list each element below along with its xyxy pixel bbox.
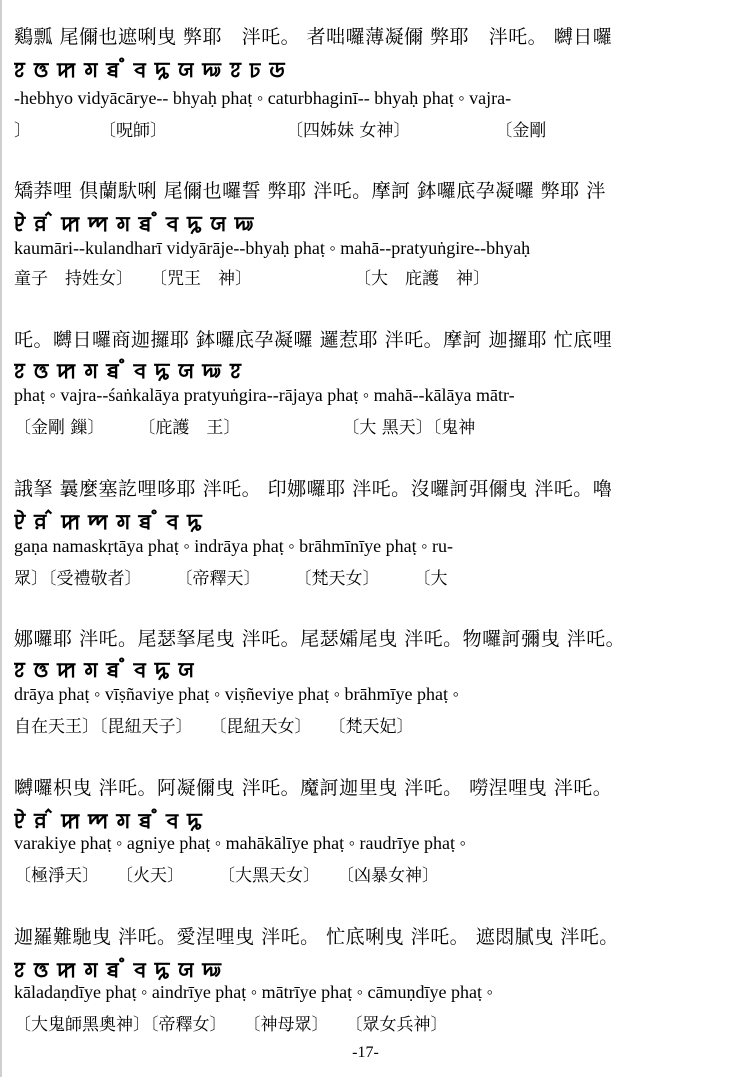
chinese-transliteration-line: 迦羅難馳曳 泮吒。愛涅哩曳 泮吒。 忙底唎曳 泮吒。 遮悶膩曳 泮吒。 — [14, 926, 619, 948]
siddham-script-line: ꠐ ꠃ ꠇ ꠉ ꠊ ꠋ ꠌ ꠍ ꠎ ꠏ — [14, 958, 223, 982]
siddham-script-line: ꠐ ꠃ ꠇ ꠉ ꠊ ꠋ ꠌ ꠍ ꠎ ꠏ ꠐ — [14, 359, 242, 383]
chinese-gloss-line: 自在天王〕〔毘紐天子〕 〔毘紐天女〕 〔梵天妃〕 — [14, 717, 414, 737]
sanskrit-romanization-line: varakiye phaṭ ◦ agniye phaṭ ◦ mahākālīye phaṭ ◦ raudrīye phaṭ ◦ — [14, 833, 466, 853]
sanskrit-romanization-line: drāya phaṭ ◦ vīṣñaviye phaṭ ◦ viṣñeviye phaṭ ◦ brāhmīye phaṭ ◦ — [14, 684, 459, 704]
siddham-script-line: ꠄ ꠅ ꠆ ꠇ ꠈ ꠉ ꠊ ꠋ ꠌ ꠍ ꠎ ꠏ — [14, 212, 255, 236]
siddham-script-line: ꠐ ꠃ ꠇ ꠉ ꠊ ꠋ ꠌ ꠍ ꠎ — [14, 658, 195, 682]
sanskrit-romanization-line: -hebhyo vidyācārye-- bhyaḥ phaṭ ◦ caturbhaginī-- bhyaḥ phaṭ ◦ vajra- — [14, 88, 512, 108]
chinese-transliteration-line: 鷄瓢 尾儞也遮唎曳 弊耶 泮吒。 者咄囉薄凝儞 弊耶 泮吒。 嚩日囉 — [14, 26, 613, 48]
chinese-gloss-line: 〔金剛 鏁〕 〔庇護 王〕 〔大 黑天〕〔鬼神 — [14, 418, 476, 438]
left-margin-rule — [0, 0, 2, 1077]
chinese-gloss-line: 〔大鬼師黑奧神〕〔帝釋女〕 〔神母眾〕 〔眾女兵神〕 — [14, 1015, 448, 1035]
page-number: -17- — [352, 1044, 379, 1061]
chinese-transliteration-line: 吒。嚩日囉商迦攞耶 鉢囉底孕凝囉 邏惹耶 泮吒。摩訶 迦攞耶 忙底哩 — [14, 329, 613, 351]
chinese-gloss-line: 童子 持姓女〕 〔咒王 神〕 〔大 庇護 神〕 — [14, 269, 490, 289]
chinese-transliteration-line: 娜囉耶 泮吒。尾瑟拏尾曳 泮吒。尾瑟孀尾曳 泮吒。物囉訶彌曳 泮吒。 — [14, 628, 626, 650]
chinese-gloss-line: 〔極淨天〕 〔火天〕 〔大黑天女〕 〔凶暴女神〕 — [14, 866, 439, 886]
sanskrit-romanization-line: phaṭ ◦ vajra--śaṅkalāya pratyuṅgira--rājaya phaṭ ◦ mahā--kālāya mātr- — [14, 385, 515, 405]
siddham-script-line: ꠄ ꠅ ꠆ ꠇ ꠈ ꠉ ꠊ ꠋ ꠌ ꠍ — [14, 510, 203, 534]
chinese-transliteration-line: 矯莽哩 倶蘭馱唎 尾儞也囉誓 弊耶 泮吒。摩訶 鉢囉底孕凝囉 弊耶 泮 — [14, 180, 606, 202]
sanskrit-romanization-line: kāladaṇdīye phaṭ ◦ aindrīye phaṭ ◦ mātrīye phaṭ ◦ cāmuṇdīye phaṭ ◦ — [14, 982, 493, 1002]
siddham-script-line: ꠄ ꠅ ꠆ ꠇ ꠈ ꠉ ꠊ ꠋ ꠌ ꠍ — [14, 809, 203, 833]
sanskrit-romanization-line: kaumāri--kulandharī vidyārāje--bhyaḥ phaṭ ◦ mahā--pratyuṅgire--bhyaḥ — [14, 238, 531, 258]
chinese-gloss-line: 眾〕〔受禮敬者〕 〔帝釋天〕 〔梵天女〕 〔大 — [14, 569, 448, 589]
siddham-script-line: ꠐ ꠃ ꠇ ꠉ ꠊ ꠋ ꠌ ꠍ ꠎ ꠏ ꠐ ꠑ ꠒ — [14, 58, 286, 82]
chinese-transliteration-line: 誐拏 曩麼塞訖哩哆耶 泮吒。 印娜囉耶 泮吒。沒囉訶弭儞曳 泮吒。嚕 — [14, 478, 613, 500]
chinese-gloss-line: 〕 〔呪師〕 〔四姊妹 女神〕 〔金剛 — [14, 121, 547, 141]
sanskrit-romanization-line: gaṇa namaskṛtāya phaṭ ◦ indrāya phaṭ ◦ brāhmīnīye phaṭ ◦ ru- — [14, 536, 453, 556]
chinese-transliteration-line: 嚩囉枳曳 泮吒。阿凝儞曳 泮吒。魔訶迦里曳 泮吒。 嘮涅哩曳 泮吒。 — [14, 777, 613, 799]
